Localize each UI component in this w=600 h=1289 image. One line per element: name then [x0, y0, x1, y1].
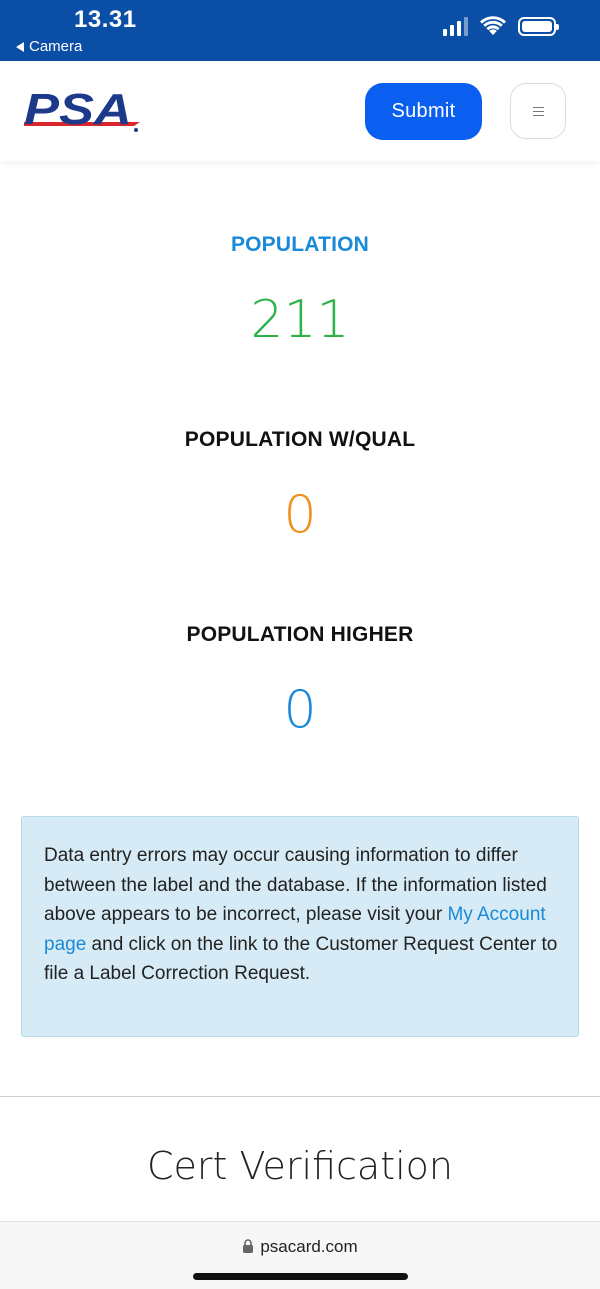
my-account-link[interactable]: My Account page: [44, 904, 546, 955]
url-text: psacard.com: [260, 1237, 358, 1256]
site-header: [0, 61, 600, 161]
notice-text-after: and click on the link to the Customer Request Center to file a Label Correction Request.: [44, 933, 558, 984]
battery-icon: [518, 17, 556, 36]
status-time: 13.31: [74, 6, 137, 33]
cert-verification-title: Cert Verification: [146, 1144, 454, 1188]
population-higher-label: POPULATION HIGHER: [186, 623, 414, 646]
population-label: POPULATION: [230, 233, 370, 256]
population-wqual-label: POPULATION W/QUAL: [184, 428, 416, 451]
url-display[interactable]: [0, 1237, 600, 1257]
menu-button[interactable]: [510, 83, 566, 139]
logo-text: PSA: [24, 88, 132, 134]
wifi-icon: [480, 16, 506, 36]
submit-button[interactable]: Submit: [365, 83, 482, 140]
psa-logo[interactable]: [24, 88, 140, 134]
notice-text-before: Data entry errors may occur causing information to differ between the label and the database. If the information listed above appears to be incorrect, please visit your: [44, 845, 547, 925]
population-higher-value: 0: [283, 680, 317, 740]
hamburger-menu-icon: [533, 107, 544, 119]
back-arrow-icon: [16, 42, 24, 52]
population-wqual-value: 0: [283, 485, 317, 545]
status-icons: [443, 16, 556, 36]
lock-icon: [242, 1239, 254, 1253]
data-entry-notice: [21, 816, 579, 1037]
back-label: Camera: [29, 38, 83, 55]
status-bar: [0, 0, 600, 61]
back-to-camera-link[interactable]: [16, 38, 82, 55]
home-indicator: [193, 1273, 408, 1280]
population-value: 211: [250, 290, 350, 350]
section-divider: [0, 1096, 600, 1097]
cellular-signal-icon: [443, 16, 468, 36]
